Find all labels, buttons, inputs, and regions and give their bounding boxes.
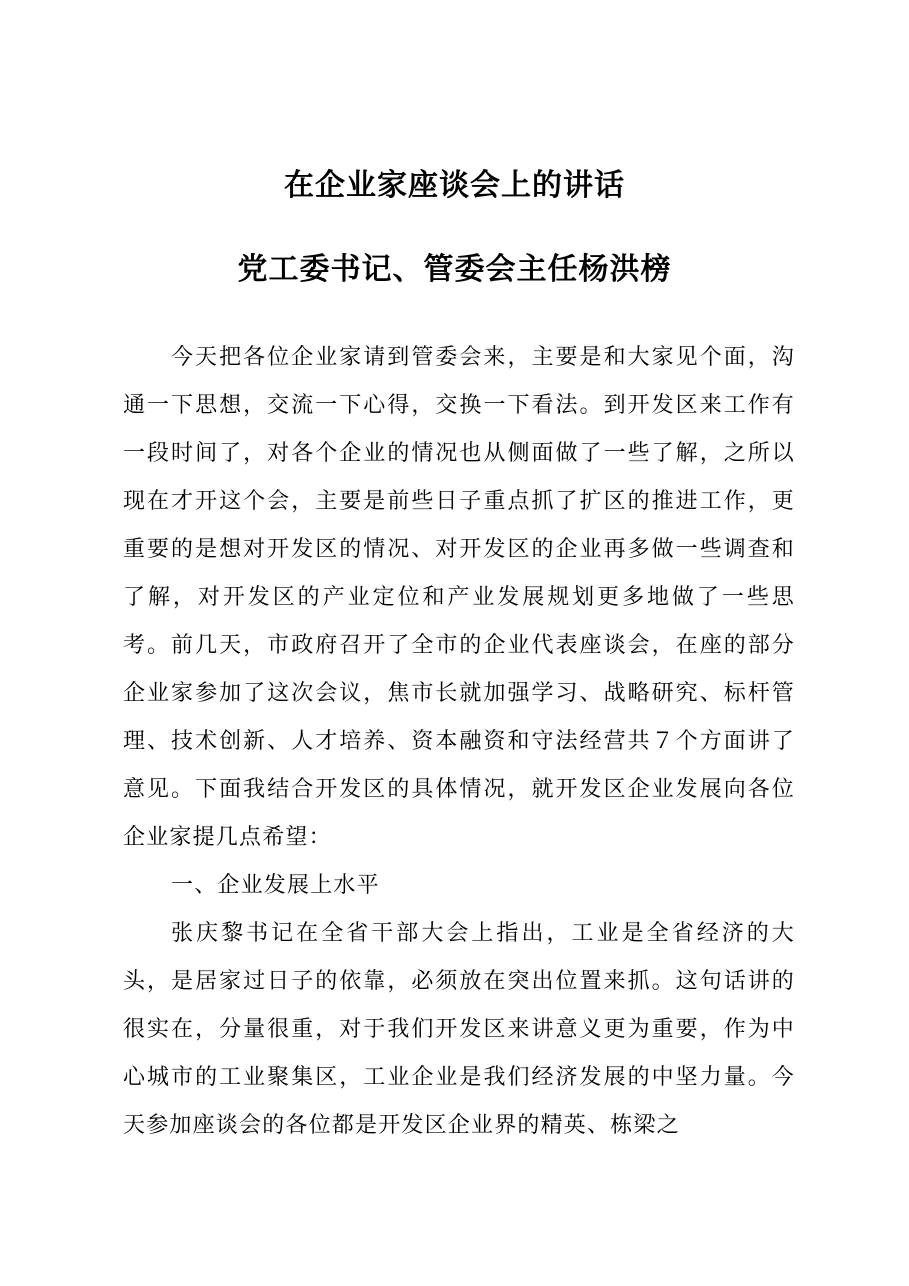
paragraph: 今天把各位企业家请到管委会来，主要是和大家见个面，沟通一下思想，交流一下心得，交换一下看法。到开发区来工作有一段时间了，对各个企业的情况也从侧面做了一些了解，之所以现在才开这个会，主要是前些日子重点抓了扩区的推进工作，更重要的是想对开发区的情况、对开发区的企业再多做一些调查和了解，对开发区的产业定位和产业发展规划更多地做了一些思考。前几天，市政府召开了全市的企业代表座谈会，在座的部分企业家参加了这次会议，焦市长就加强学习、战略研究、标杆管理、技术创新、人才培养、资本融资和守法经营共７个方面讲了意见。下面我结合开发区的具体情况，就开发区企业发展向各位企业家提几点希望：	[123, 345, 795, 850]
document-body	[123, 334, 795, 1150]
paragraph: 张庆黎书记在全省干部大会上指出，工业是全省经济的大头，是居家过日子的依靠，必须放在突出位置来抓。这句话讲的很实在，分量很重，对于我们开发区来讲意义更为重要，作为中心城市的工业聚集区，工业企业是我们经济发展的中坚力量。今天参加座谈会的各位都是开发区企业界的精英、栋梁之	[123, 921, 795, 1138]
document-title: 在企业家座谈会上的讲话	[284, 168, 625, 203]
section-heading: 一、企业发展上水平	[171, 873, 380, 898]
document-subtitle: 党工委书记、管委会主任杨洪榜	[237, 252, 672, 287]
